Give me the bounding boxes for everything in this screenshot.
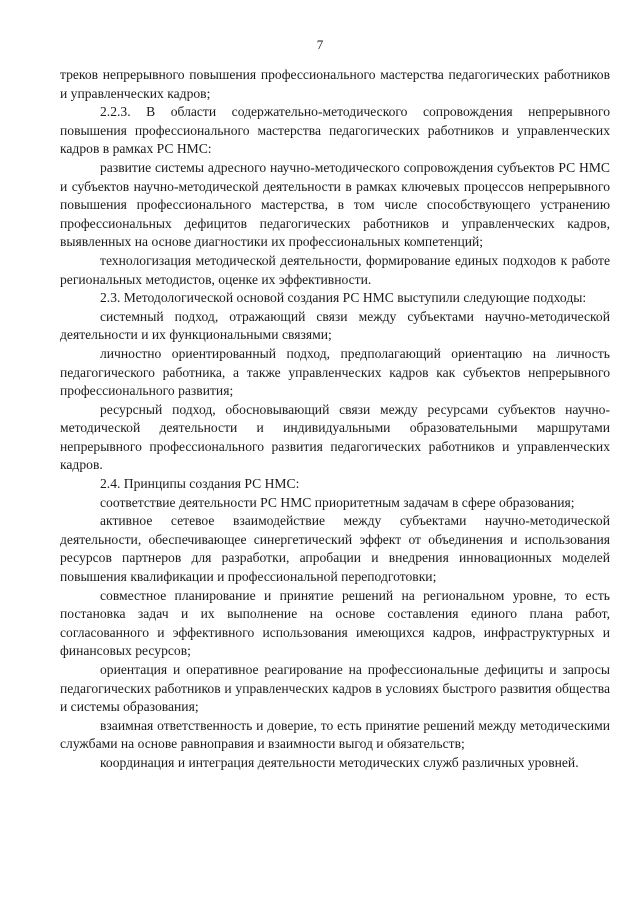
- page-number: 7: [316, 37, 324, 52]
- paragraph: развитие системы адресного научно-методического сопровождения субъектов РС НМС и субъектов научно-методической деятельности в рамках ключевых процессов непрерывного повышения профессионального мастерства, в том числе способствующего устранению профессиональных дефицитов педагогических работников и управленческих кадров, выявленных на основе диагностики их профессиональных компетенций;: [60, 159, 610, 250]
- document-body: [60, 66, 610, 773]
- paragraph: технологизация методической деятельности, формирование единых подходов к работе региональных методистов, оценке их эффективности.: [60, 252, 610, 287]
- paragraph: взаимная ответственность и доверие, то есть принятие решений между методическими службами на основе равноправия и взаимности выгод и обязательств;: [60, 717, 610, 752]
- paragraph: треков непрерывного повышения профессионального мастерства педагогических работников и управленческих кадров;: [60, 67, 610, 101]
- paragraph: ресурсный подход, обосновывающий связи между ресурсами субъектов научно-методической деятельности и индивидуальными образовательными маршрутами непрерывного профессионального развития педагогических работников и управленческих кадров.: [60, 401, 610, 473]
- paragraph: 2.3. Методологической основой создания РС НМС выступили следующие подходы:: [100, 290, 587, 306]
- paragraph: 2.2.3. В области содержательно-методического сопровождения непрерывного повышения профессионального мастерства педагогических работников и управленческих кадров в рамках РС НМС:: [60, 104, 610, 157]
- paragraph: ориентация и оперативное реагирование на профессиональные дефициты и запросы педагогических работников и управленческих кадров в условиях быстрого развития общества и системы образования;: [60, 662, 610, 715]
- paragraph: совместное планирование и принятие решений на региональном уровне, то есть постановка задач и их выполнение на основе составления единого плана работ, согласованного и эффективного использования имеющихся кадров, инфраструктурных и финансовых ресурсов;: [60, 587, 610, 659]
- paragraph: личностно ориентированный подход, предполагающий ориентацию на личность педагогического работника, а также управленческих кадров как субъектов непрерывного профессионального развития;: [60, 345, 610, 399]
- paragraph: системный подход, отражающий связи между субъектами научно-методической деятельности и их функциональными связями;: [60, 308, 610, 343]
- paragraph: координация и интеграция деятельности методических служб различных уровней.: [100, 754, 579, 770]
- paragraph: соответствие деятельности РС НМС приоритетным задачам в сфере образования;: [100, 494, 575, 510]
- paragraph: активное сетевое взаимодействие между субъектами научно-методической деятельности, обеспечивающее синергетический эффект от объединения и использования ресурсов партнеров для разработки, апробации и внедрения инновационных моделей повышения квалификации и профессиональной переподготовки;: [60, 513, 610, 585]
- paragraph: 2.4. Принципы создания РС НМС:: [100, 476, 300, 492]
